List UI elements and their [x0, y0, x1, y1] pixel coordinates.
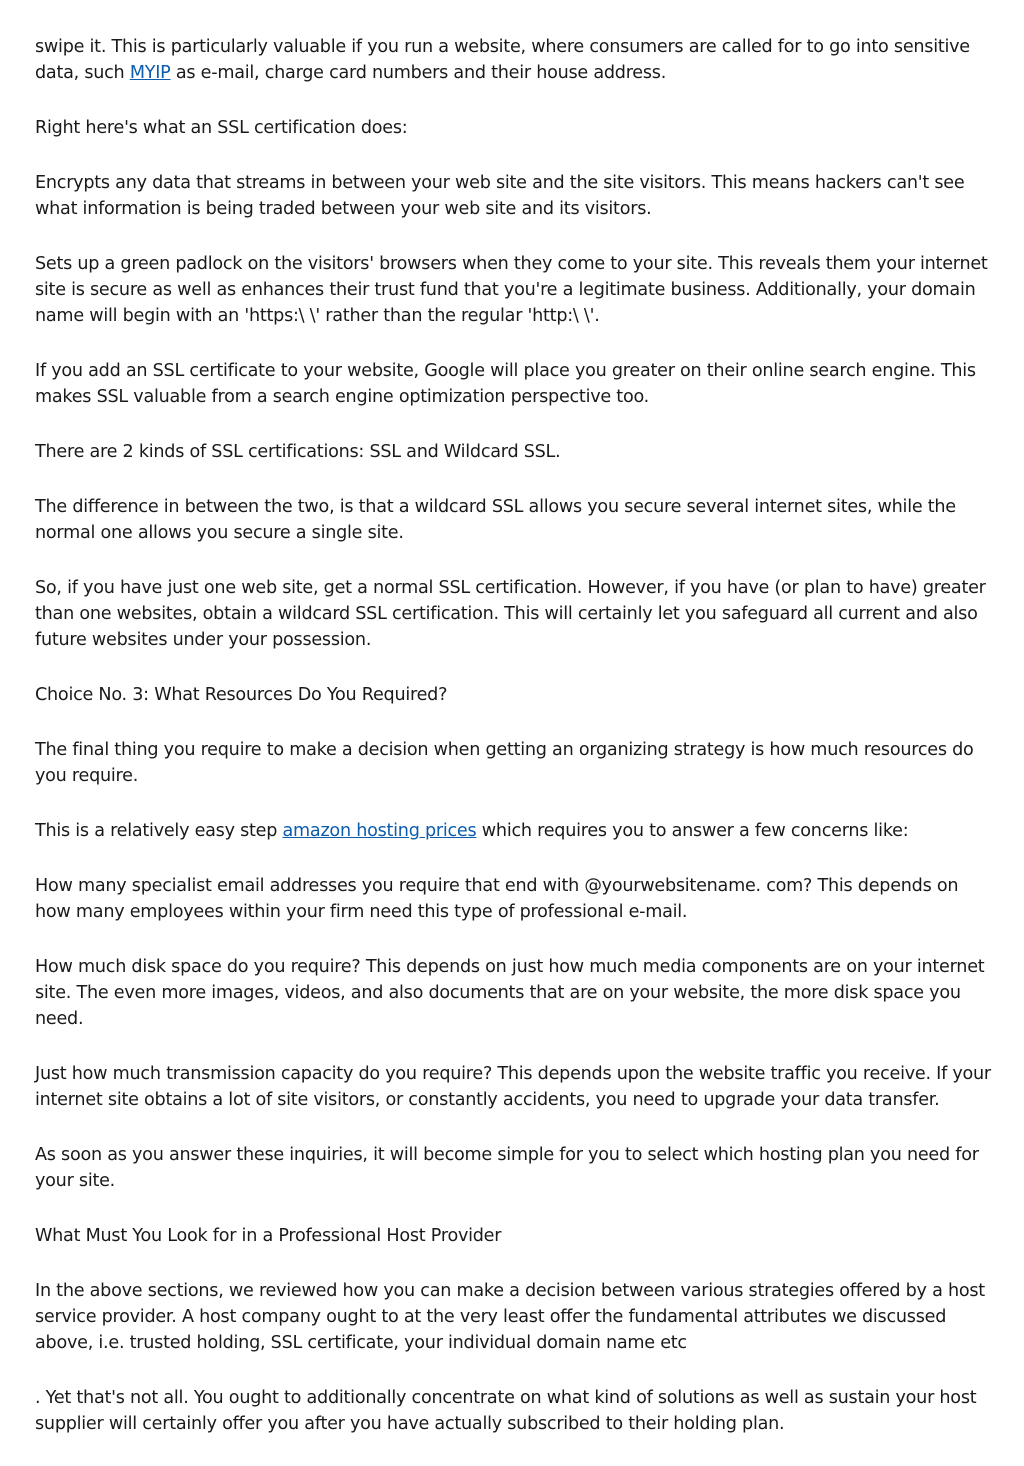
paragraph: Encrypts any data that streams in between your web site and the site visitors. This means hackers can't see what information is being traded between your web site and its visitors. — [35, 173, 965, 219]
section-heading: What Must You Look for in a Professional Host Provider — [35, 1226, 502, 1246]
paragraph: As soon as you answer these inquiries, it will become simple for you to select which hosting plan you need for your site. — [35, 1145, 979, 1191]
paragraph-text: This is a relatively easy step — [35, 821, 283, 841]
paragraph: Right here's what an SSL certification does: — [35, 118, 408, 138]
paragraph: The difference in between the two, is that a wildcard SSL allows you secure several internet sites, while the normal one allows you secure a single site. — [35, 497, 956, 543]
paragraph: The final thing you require to make a decision when getting an organizing strategy is how much resources do you require. — [35, 740, 974, 786]
paragraph: Sets up a green padlock on the visitors' browsers when they come to your site. This reveals them your internet site is secure as well as enhances their trust fund that you're a legitimate business. Additionally, your domain name will begin with an 'https:\ \' rather than the regular 'http:\ \'. — [35, 254, 988, 326]
paragraph: There are 2 kinds of SSL certifications: SSL and Wildcard SSL. — [35, 442, 561, 462]
paragraph-with-link — [35, 818, 995, 844]
myip-link[interactable]: MYIP — [129, 63, 171, 83]
document-page — [35, 34, 995, 1466]
paragraph: In the above sections, we reviewed how you can make a decision between various strategies offered by a host service provider. A host company ought to at the very least offer the fundamental attributes we discussed above, i.e. trusted holding, SSL certificate, your individual domain name etc — [35, 1281, 985, 1353]
paragraph: If you add an SSL certificate to your website, Google will place you greater on their online search engine. This makes SSL valuable from a search engine optimization perspective too. — [35, 361, 976, 407]
paragraph: Just how much transmission capacity do you require? This depends upon the website traffic you receive. If your internet site obtains a lot of site visitors, or constantly accidents, you need to upgrade your data transfer. — [35, 1064, 991, 1110]
paragraph: How many specialist email addresses you require that end with @yourwebsitename. com? This depends on how many employees within your firm need this type of professional e-mail. — [35, 876, 959, 922]
paragraph-text: swipe it. This is particularly valuable if you run a website, where consumers are called for to go into sensitive data, such — [35, 37, 970, 83]
amazon-hosting-prices-link[interactable]: amazon hosting prices — [282, 821, 477, 841]
paragraph-intro — [35, 34, 995, 86]
paragraph-text: which requires you to answer a few concerns like: — [476, 821, 909, 841]
section-heading: Choice No. 3: What Resources Do You Required? — [35, 685, 448, 705]
paragraph-text: as e-mail, charge card numbers and their house address. — [170, 63, 667, 83]
paragraph: How much disk space do you require? This depends on just how much media components are on your internet site. The even more images, videos, and also documents that are on your website, the more disk space you need. — [35, 957, 985, 1029]
paragraph: So, if you have just one web site, get a normal SSL certification. However, if you have (or plan to have) greater than one websites, obtain a wildcard SSL certification. This will certainly let you safeguard all current and also future websites under your possession. — [35, 578, 986, 650]
paragraph: . Yet that's not all. You ought to additionally concentrate on what kind of solutions as well as sustain your host supplier will certainly offer you after you have actually subscribed to their holding plan. — [35, 1388, 977, 1434]
